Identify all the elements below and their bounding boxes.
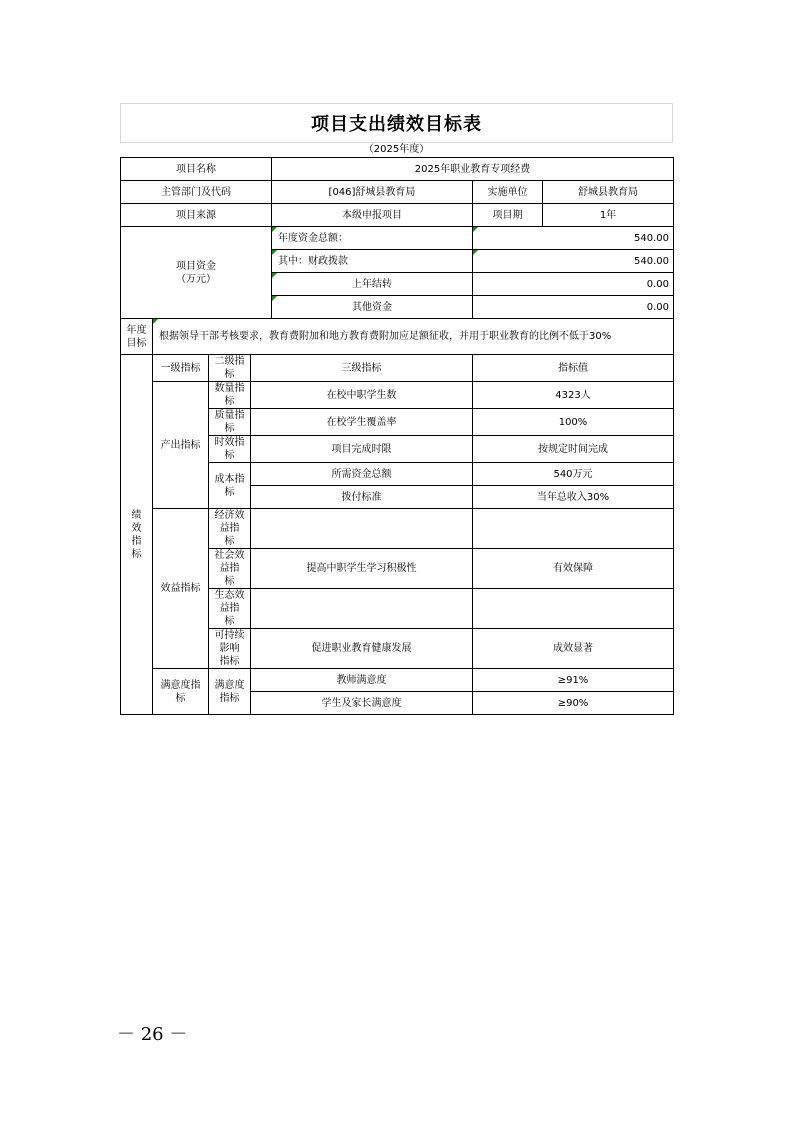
output-quantity-row: [121, 382, 674, 409]
annual-goal-label: [121, 319, 153, 355]
period-value: 1年: [543, 204, 674, 227]
indicator-header-row: [121, 355, 674, 382]
sustainable-indicator-label: [209, 629, 251, 669]
funds-label: [121, 227, 272, 319]
implementer-value: 舒城县教育局: [543, 181, 674, 204]
teacher-satisfaction-value: ≥91%: [473, 669, 674, 692]
cost-value-2: 当年总收入30%: [473, 486, 674, 509]
implementer-label: 实施单位: [473, 181, 543, 204]
funds-total-label: 年度资金总额：: [272, 227, 473, 250]
period-label: 项目期: [473, 204, 543, 227]
time-value: 按规定时间完成: [473, 436, 674, 463]
project-name-row: [121, 158, 674, 181]
funds-total-row: [121, 227, 674, 250]
performance-target-table: [120, 157, 674, 715]
economic-indicator-label: [209, 509, 251, 549]
header-level3: 三级指标: [251, 355, 473, 382]
cost-item-2: 拨付标准: [251, 486, 473, 509]
department-value: [046]舒城县教育局: [272, 181, 473, 204]
project-name-label: 项目名称: [121, 158, 272, 181]
funds-carryover-value: 0.00: [473, 273, 674, 296]
ecological-label-line1: 生态效益指: [214, 590, 245, 614]
year-subtitle: （2025年度）: [363, 144, 430, 155]
funds-other-label: 其他资金: [272, 296, 473, 319]
sustainable-label-line2: 指标: [219, 656, 240, 667]
economic-value: [473, 509, 674, 549]
department-label: 主管部门及代码: [121, 181, 272, 204]
sustainable-item: 促进职业教育健康发展: [251, 629, 473, 669]
performance-indicators-label: [121, 355, 153, 715]
funds-fiscal-value: 540.00: [473, 250, 674, 273]
funds-label-line1: 项目资金: [176, 260, 216, 272]
funds-other-value: 0.00: [473, 296, 674, 319]
source-value: 本级申报项目: [272, 204, 473, 227]
economic-label-line2: 标: [224, 536, 235, 547]
performance-label-char-1: 绩: [131, 509, 142, 521]
benefit-economic-row: [121, 509, 674, 549]
funds-carryover-label: 上年结转: [272, 273, 473, 296]
ecological-value: [473, 589, 674, 629]
quality-value: 100%: [473, 409, 674, 436]
performance-label-char-3: 指: [131, 535, 142, 547]
satisfaction-label-line2: 标: [175, 692, 186, 704]
department-row: [121, 181, 674, 204]
project-name-value: 2025年职业教育专项经费: [272, 158, 674, 181]
header-level2: 二级指标: [209, 355, 251, 382]
student-satisfaction-value: ≥90%: [473, 692, 674, 715]
table-title: 项目支出绩效目标表: [311, 114, 482, 135]
quality-item: 在校学生覆盖率: [251, 409, 473, 436]
satisfaction-label-line1: 满意度指: [160, 679, 201, 691]
satisfaction-sub-label: 满意度指标: [209, 669, 251, 715]
quantity-item: 在校中职学生数: [251, 382, 473, 409]
annual-goal-text: 根据领导干部考核要求，教育费附加和地方教育费附加应足额征收，并用于职业教育的比例不低于30%: [153, 319, 674, 355]
funds-total-value: 540.00: [473, 227, 674, 250]
teacher-satisfaction-item: 教师满意度: [251, 669, 473, 692]
social-indicator-label: [209, 549, 251, 589]
sustainable-value: 成效显著: [473, 629, 674, 669]
social-label-line2: 标: [224, 576, 235, 587]
page-number: － 26 －: [117, 1024, 188, 1045]
quantity-indicator-label: 数量指标: [209, 382, 251, 409]
source-row: [121, 204, 674, 227]
source-label: 项目来源: [121, 204, 272, 227]
annual-goal-label-line1: 年度: [126, 324, 147, 336]
annual-goal-label-line2: 目标: [126, 337, 147, 349]
quality-indicator-label: 质量指标: [209, 409, 251, 436]
performance-label-char-4: 标: [131, 548, 142, 560]
economic-item: [251, 509, 473, 549]
cost-indicator-label: 成本指标: [209, 463, 251, 509]
ecological-item: [251, 589, 473, 629]
social-label-line1: 社会效益指: [214, 550, 245, 574]
ecological-label-line2: 标: [224, 616, 235, 627]
funds-fiscal-label: 其中：财政拨款: [272, 250, 473, 273]
funds-label-line2: （万元）: [176, 273, 216, 285]
satisfaction-teacher-row: [121, 669, 674, 692]
time-indicator-label: 时效指标: [209, 436, 251, 463]
header-value: 指标值: [473, 355, 674, 382]
performance-label-char-2: 效: [131, 522, 142, 534]
sustainable-label-line1: 可持续影响: [214, 630, 245, 654]
satisfaction-indicators-label: [153, 669, 209, 715]
cost-item-1: 所需资金总额: [251, 463, 473, 486]
header-level1: 一级指标: [153, 355, 209, 382]
cost-value-1: 540万元: [473, 463, 674, 486]
economic-label-line1: 经济效益指: [214, 510, 245, 534]
social-item: 提高中职学生学习积极性: [251, 549, 473, 589]
ecological-indicator-label: [209, 589, 251, 629]
social-value: 有效保障: [473, 549, 674, 589]
annual-goal-row: [121, 319, 674, 355]
student-satisfaction-item: 学生及家长满意度: [251, 692, 473, 715]
quantity-value: 4323人: [473, 382, 674, 409]
time-item: 项目完成时限: [251, 436, 473, 463]
benefit-indicators-label: 效益指标: [153, 509, 209, 669]
output-indicators-label: 产出指标: [153, 382, 209, 509]
